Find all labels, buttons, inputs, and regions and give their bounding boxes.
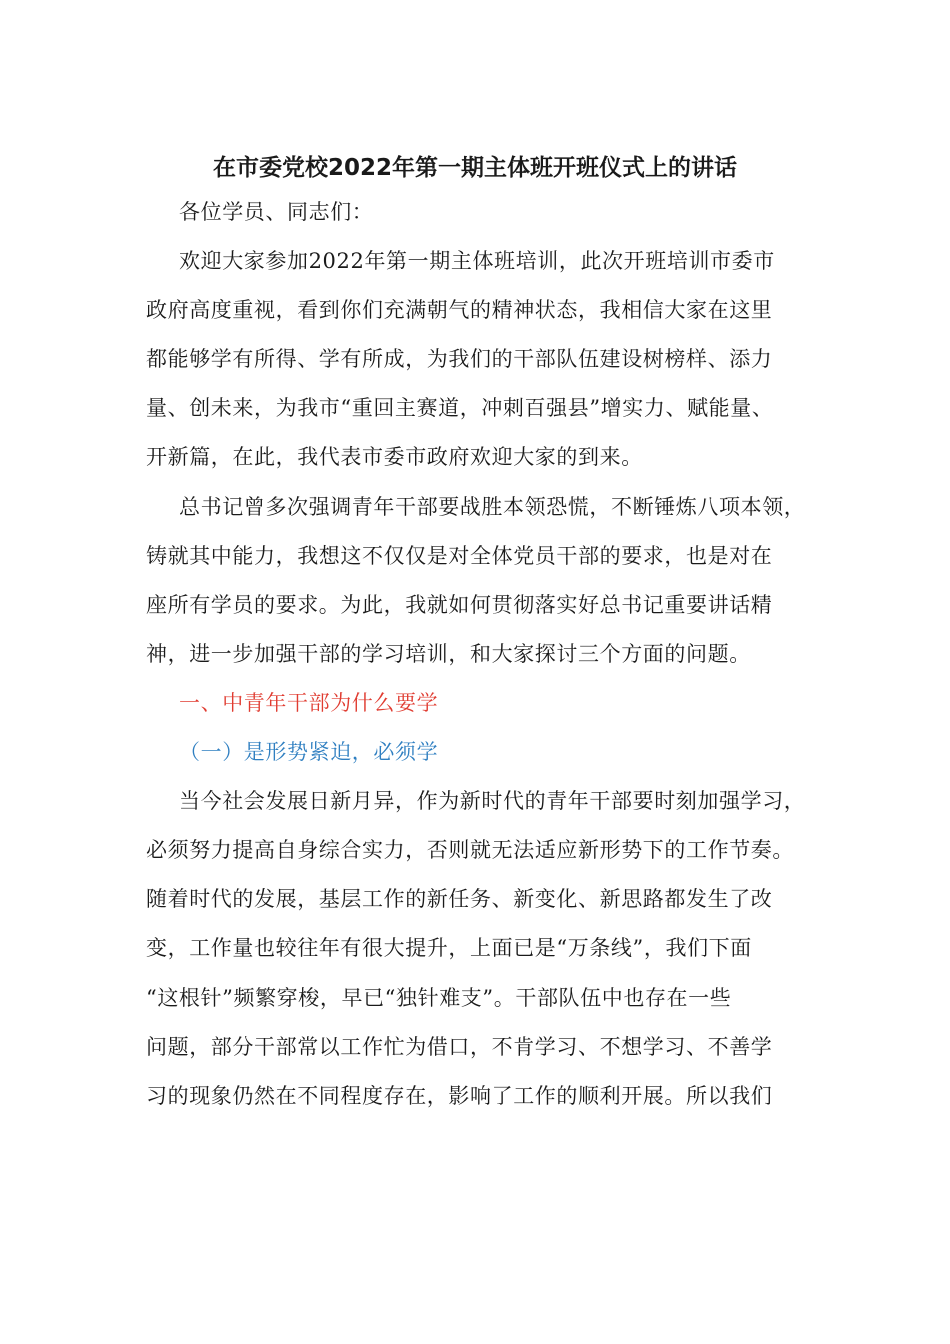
paragraph-line: 当今社会发展日新月异，作为新时代的青年干部要时刻加强学习， <box>179 789 806 814</box>
subsection-heading: （一）是形势紧迫，必须学 <box>179 740 439 765</box>
paragraph-line: 总书记曾多次强调青年干部要战胜本领恐慌，不断锤炼八项本领， <box>179 494 806 519</box>
section-heading: 一、中青年干部为什么要学 <box>179 690 439 715</box>
paragraph-line: 各位学员、同志们： <box>179 200 374 224</box>
paragraph-line: 神，进一步加强干部的学习培训，和大家探讨三个方面的问题。 <box>146 641 751 666</box>
paragraph-line: 问题，部分干部常以工作忙为借口，不肯学习、不想学习、不善学 <box>146 1034 773 1059</box>
paragraph-line: 随着时代的发展，基层工作的新任务、新变化、新思路都发生了改 <box>146 887 773 912</box>
paragraph-line: 变，工作量也较往年有很大提升，上面已是“万条线”，我们下面 <box>146 936 752 961</box>
paragraph-line: “这根针”频繁穿梭，早已“独针难支”。干部队伍中也存在一些 <box>146 985 732 1010</box>
document-title: 在市委党校2022年第一期主体班开班仪式上的讲话 <box>212 155 737 181</box>
paragraph-line: 铸就其中能力，我想这不仅仅是对全体党员干部的要求，也是对在 <box>146 543 773 568</box>
paragraph-line: 座所有学员的要求。为此，我就如何贯彻落实好总书记重要讲话精 <box>146 592 773 617</box>
paragraph-line: 政府高度重视，看到你们充满朝气的精神状态，我相信大家在这里 <box>146 298 773 323</box>
paragraph-line: 欢迎大家参加2022年第一期主体班培训，此次开班培训市委市 <box>179 249 775 274</box>
document-body <box>146 188 818 1121</box>
paragraph-line: 量、创未来，为我市“重回主赛道，冲刺百强县”增实力、赋能量、 <box>146 396 774 421</box>
paragraph-line: 开新篇，在此，我代表市委市政府欢迎大家的到来。 <box>146 445 643 470</box>
paragraph-line: 必须努力提高自身综合实力，否则就无法适应新形势下的工作节奏。 <box>146 838 794 863</box>
paragraph-line: 都能够学有所得、学有所成，为我们的干部队伍建设树榜样、添力 <box>146 347 773 372</box>
paragraph-line: 习的现象仍然在不同程度存在，影响了工作的顺利开展。所以我们 <box>146 1083 773 1108</box>
